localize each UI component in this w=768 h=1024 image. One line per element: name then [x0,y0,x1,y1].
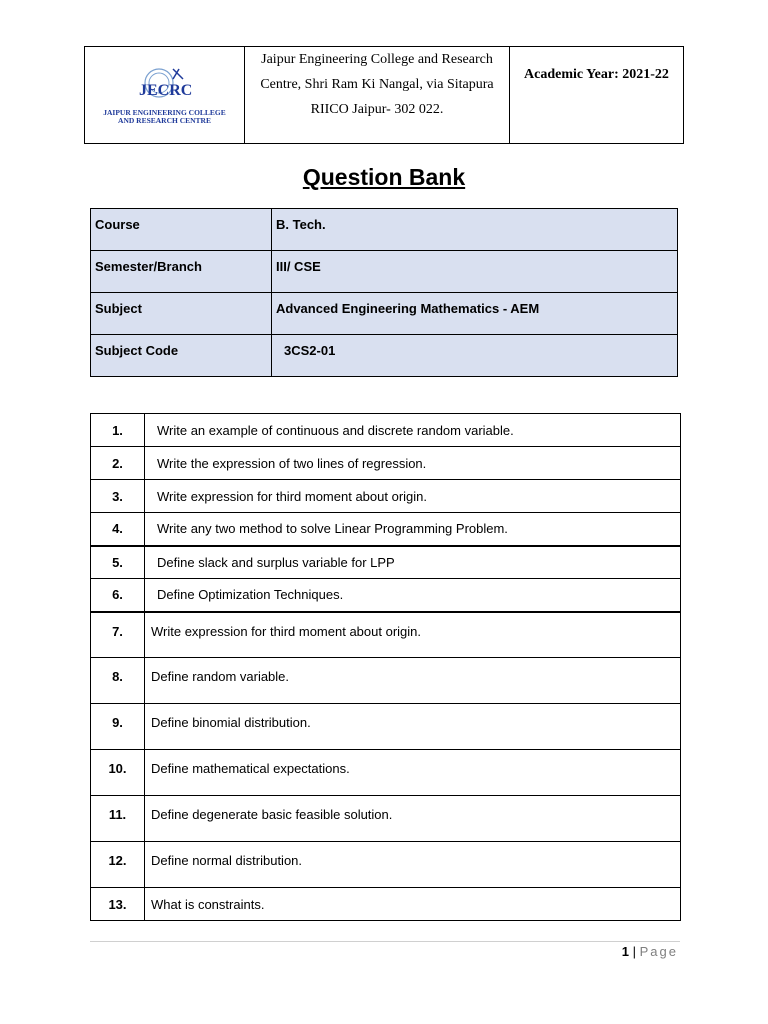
address-line: RIICO Jaipur- 302 022. [310,102,444,117]
question-number: 3. [91,480,145,513]
question-row [91,414,681,447]
info-key: Subject Code [91,335,272,377]
question-number: 8. [91,658,145,704]
question-number: 5. [91,546,145,579]
question-row [91,842,681,888]
question-number: 4. [91,513,145,546]
questions-table [90,413,681,921]
question-number: 12. [91,842,145,888]
header-table [84,46,684,144]
question-row [91,579,681,612]
footer-divider [90,941,680,942]
question-row [91,612,681,658]
question-number: 11. [91,796,145,842]
question-text: Write any two method to solve Linear Programming Problem. [145,513,681,546]
page-footer [622,944,678,959]
info-row [91,293,678,335]
logo-wordmark: JECRC [138,82,192,99]
logo-cell [85,47,245,144]
question-number: 13. [91,888,145,921]
question-row [91,796,681,842]
question-text: What is constraints. [145,888,681,921]
question-row [91,513,681,546]
info-row [91,251,678,293]
info-value: Advanced Engineering Mathematics - AEM [272,293,678,335]
question-row [91,888,681,921]
info-value: III/ CSE [272,251,678,293]
question-row [91,658,681,704]
info-key: Course [91,209,272,251]
info-value: 3CS2-01 [272,335,678,377]
question-number: 2. [91,447,145,480]
question-number: 1. [91,414,145,447]
info-value: B. Tech. [272,209,678,251]
page-title: Question Bank [302,164,466,190]
course-info-table [90,208,678,377]
academic-year: Academic Year: 2021-22 [510,47,684,144]
question-row [91,447,681,480]
question-row [91,546,681,579]
question-text: Define random variable. [145,658,681,704]
info-key: Subject [91,293,272,335]
page-number: 1 [621,944,629,959]
address-line: Centre, Shri Ram Ki Nangal, via Sitapura [260,77,494,92]
question-number: 9. [91,704,145,750]
question-text: Define Optimization Techniques. [145,579,681,612]
info-key: Semester/Branch [91,251,272,293]
question-text: Write the expression of two lines of regression. [145,447,681,480]
question-text: Define normal distribution. [145,842,681,888]
question-text: Write expression for third moment about origin. [145,480,681,513]
question-text: Define binomial distribution. [145,704,681,750]
page-label: Page [639,944,678,959]
question-number: 7. [91,612,145,658]
address-cell [245,47,510,144]
info-row [91,335,678,377]
question-text: Write expression for third moment about origin. [145,612,681,658]
logo-text-line1: JAIPUR ENGINEERING COLLEGE [103,108,226,117]
question-number: 10. [91,750,145,796]
question-number: 6. [91,579,145,612]
info-row [91,209,678,251]
logo-text-line2: AND RESEARCH CENTRE [118,116,211,125]
footer-separator: | [632,944,636,959]
question-text: Define mathematical expectations. [145,750,681,796]
question-row [91,704,681,750]
question-row [91,480,681,513]
question-row [91,750,681,796]
college-logo-icon [135,65,195,107]
question-text: Write an example of continuous and discrete random variable. [145,414,681,447]
address-line: Jaipur Engineering College and Research [261,52,493,67]
question-text: Define slack and surplus variable for LPP [145,546,681,579]
question-text: Define degenerate basic feasible solution. [145,796,681,842]
